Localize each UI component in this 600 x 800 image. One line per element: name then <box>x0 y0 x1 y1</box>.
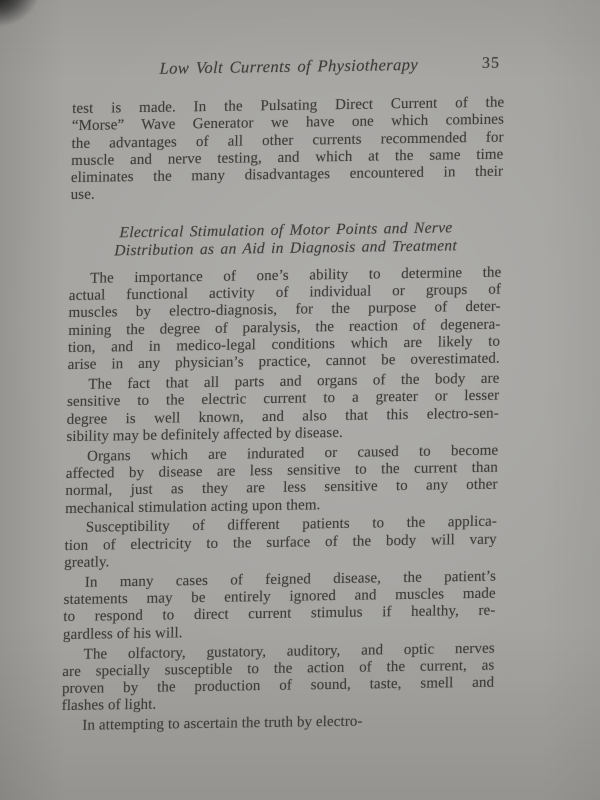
text-line: affected by disease are less sensitive to the current than <box>65 459 499 483</box>
text-line: actual functional activity of individual or groups of <box>68 281 502 305</box>
text-line: use. <box>70 187 95 204</box>
paragraph <box>62 640 495 716</box>
paragraph <box>66 371 499 447</box>
text-line: sensitive to the electric current to a greater or lesser <box>66 387 500 411</box>
text-line: The fact that all parts and organs of the body are <box>88 370 500 393</box>
text-line: degree is well known, and also that this electro-sen- <box>66 405 499 428</box>
text-line: In attempting to ascertain the truth by electro- <box>82 713 363 734</box>
page-number: 35 <box>481 54 501 72</box>
section-heading-line: Electrical Stimulation of Motor Points and Nerve <box>119 219 453 242</box>
text-line: greatly. <box>64 554 110 572</box>
text-line: eliminates the many disadvantages encountered in their <box>70 163 504 187</box>
text-line: proven by the production of sound, taste, smell and <box>61 674 495 698</box>
text-line: muscle and nerve testing, and which at the same time <box>71 146 504 169</box>
text-line: In many cases of feigned disease, the patient’s <box>84 568 497 591</box>
text-line: flashes of light. <box>61 697 157 715</box>
text-line: The olfactory, gustatory, auditory, and optic nerves <box>83 640 495 663</box>
paragraph <box>64 514 497 572</box>
text-line: tion of electricity to the surface of the body will vary <box>64 531 497 554</box>
section-heading <box>69 218 502 261</box>
running-header <box>73 54 505 80</box>
paragraph <box>70 95 504 205</box>
paragraph <box>61 712 493 736</box>
text-line: tion, and in medico-legal conditions which are likely to <box>67 333 501 356</box>
text-line: sibility may be definitely affected by disease. <box>66 424 344 445</box>
text-line: statements may be entirely ignored and muscles made <box>63 585 496 609</box>
text-line: muscles by electro-diagnosis, for the purpose of deter- <box>68 298 501 322</box>
text-line: Susceptibility of different patients to the applica- <box>85 514 498 537</box>
section-heading-line: Distribution as an Aid in Diagnosis and Treatment <box>114 237 458 260</box>
text-line: mining the degree of paralysis, the reaction of degenera- <box>68 316 501 339</box>
paragraph <box>68 264 502 374</box>
text-line: are specially susceptible to the action of the current, as <box>62 657 495 680</box>
text-line: arise in any physician’s practice, cannot be overestimated. <box>67 350 500 374</box>
text-line: mechanical stimulation acting upon them. <box>65 496 321 517</box>
text-line: “Morse” Wave Generator we have one which combines <box>71 111 505 135</box>
text-line: The importance of one’s ability to determine the <box>90 264 502 287</box>
page-content <box>61 54 505 738</box>
paragraph <box>63 568 496 644</box>
paragraph <box>65 442 498 518</box>
text-line: gardless of his will. <box>62 624 183 643</box>
text-line: the advantages of all other currents recommended for <box>71 129 504 152</box>
running-header-title: Low Volt Currents of Physiotherapy <box>159 54 419 78</box>
text-line: to respond to direct current stimulus if healthy, re- <box>63 603 496 626</box>
text-line: Organs which are indurated or caused to become <box>86 442 499 465</box>
text-line: test is made. In the Pulsating Direct Current of the <box>72 94 505 117</box>
text-line: normal, just as they are less sensitive to any other <box>65 476 498 500</box>
